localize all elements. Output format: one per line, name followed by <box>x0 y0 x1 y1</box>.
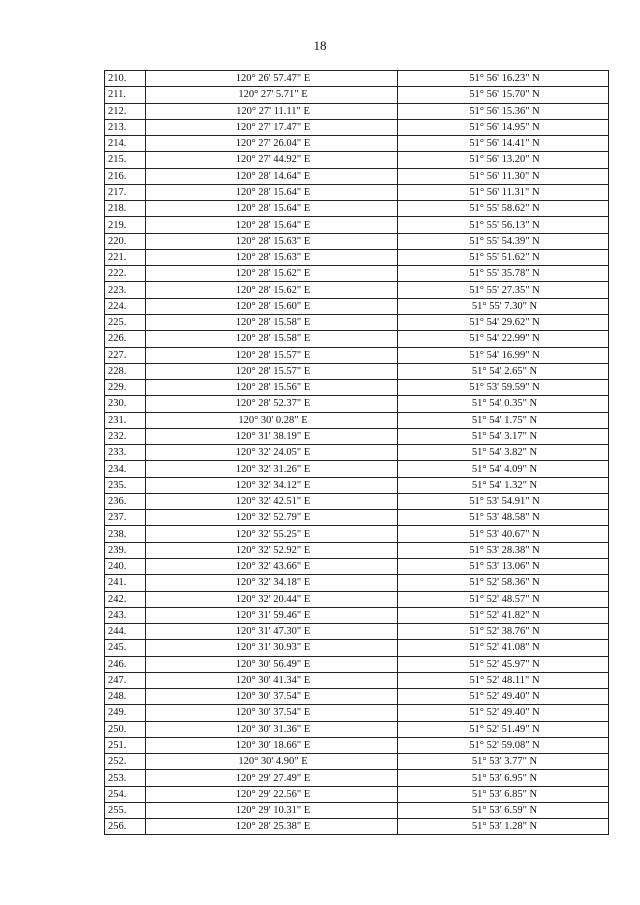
table-row <box>105 103 609 119</box>
latitude-cell: 51° 56' 16.23" N <box>398 71 609 87</box>
point-number-cell: 248. <box>105 689 146 705</box>
point-number-cell: 224. <box>105 298 146 314</box>
latitude-cell: 51° 52' 58.36" N <box>398 575 609 591</box>
longitude-cell: 120° 31' 47.30" E <box>146 624 398 640</box>
latitude-cell: 51° 54' 22.99" N <box>398 331 609 347</box>
longitude-cell: 120° 28' 15.64" E <box>146 184 398 200</box>
point-number-cell: 251. <box>105 737 146 753</box>
longitude-cell: 120° 32' 55.25" E <box>146 526 398 542</box>
table-row <box>105 689 609 705</box>
table-row <box>105 624 609 640</box>
table-row <box>105 705 609 721</box>
table-row <box>105 737 609 753</box>
point-number-cell: 220. <box>105 233 146 249</box>
point-number-cell: 210. <box>105 71 146 87</box>
latitude-cell: 51° 52' 49.40" N <box>398 689 609 705</box>
point-number-cell: 234. <box>105 461 146 477</box>
longitude-cell: 120° 30' 37.54" E <box>146 689 398 705</box>
table-row <box>105 282 609 298</box>
point-number-cell: 245. <box>105 640 146 656</box>
point-number-cell: 240. <box>105 558 146 574</box>
latitude-cell: 51° 52' 45.97" N <box>398 656 609 672</box>
table-row <box>105 152 609 168</box>
point-number-cell: 253. <box>105 770 146 786</box>
point-number-cell: 221. <box>105 249 146 265</box>
latitude-cell: 51° 55' 54.39" N <box>398 233 609 249</box>
latitude-cell: 51° 52' 48.57" N <box>398 591 609 607</box>
table-row <box>105 754 609 770</box>
table-row <box>105 363 609 379</box>
table-row <box>105 802 609 818</box>
latitude-cell: 51° 54' 1.32" N <box>398 477 609 493</box>
longitude-cell: 120° 27' 17.47" E <box>146 119 398 135</box>
latitude-cell: 51° 55' 27.35" N <box>398 282 609 298</box>
point-number-cell: 249. <box>105 705 146 721</box>
coordinates-table-body <box>105 71 609 835</box>
longitude-cell: 120° 31' 38.19" E <box>146 428 398 444</box>
longitude-cell: 120° 28' 14.64" E <box>146 168 398 184</box>
longitude-cell: 120° 28' 15.57" E <box>146 347 398 363</box>
table-row <box>105 607 609 623</box>
longitude-cell: 120° 28' 15.62" E <box>146 266 398 282</box>
table-row <box>105 184 609 200</box>
longitude-cell: 120° 28' 15.58" E <box>146 331 398 347</box>
point-number-cell: 229. <box>105 380 146 396</box>
table-row <box>105 233 609 249</box>
point-number-cell: 214. <box>105 136 146 152</box>
point-number-cell: 256. <box>105 819 146 835</box>
longitude-cell: 120° 28' 15.64" E <box>146 201 398 217</box>
table-row <box>105 770 609 786</box>
longitude-cell: 120° 28' 15.63" E <box>146 233 398 249</box>
table-row <box>105 542 609 558</box>
longitude-cell: 120° 30' 18.66" E <box>146 737 398 753</box>
point-number-cell: 246. <box>105 656 146 672</box>
point-number-cell: 250. <box>105 721 146 737</box>
point-number-cell: 227. <box>105 347 146 363</box>
point-number-cell: 254. <box>105 786 146 802</box>
longitude-cell: 120° 28' 15.63" E <box>146 249 398 265</box>
point-number-cell: 243. <box>105 607 146 623</box>
latitude-cell: 51° 54' 4.09" N <box>398 461 609 477</box>
point-number-cell: 242. <box>105 591 146 607</box>
longitude-cell: 120° 32' 34.12" E <box>146 477 398 493</box>
latitude-cell: 51° 56' 14.95" N <box>398 119 609 135</box>
latitude-cell: 51° 53' 28.38" N <box>398 542 609 558</box>
point-number-cell: 255. <box>105 802 146 818</box>
longitude-cell: 120° 28' 52.37" E <box>146 396 398 412</box>
table-row <box>105 445 609 461</box>
longitude-cell: 120° 31' 30.93" E <box>146 640 398 656</box>
longitude-cell: 120° 30' 4.90" E <box>146 754 398 770</box>
latitude-cell: 51° 55' 58.62" N <box>398 201 609 217</box>
longitude-cell: 120° 26' 57.47" E <box>146 71 398 87</box>
point-number-cell: 218. <box>105 201 146 217</box>
table-row <box>105 640 609 656</box>
point-number-cell: 228. <box>105 363 146 379</box>
point-number-cell: 216. <box>105 168 146 184</box>
latitude-cell: 51° 52' 38.76" N <box>398 624 609 640</box>
table-row <box>105 314 609 330</box>
latitude-cell: 51° 55' 56.13" N <box>398 217 609 233</box>
table-row <box>105 591 609 607</box>
point-number-cell: 219. <box>105 217 146 233</box>
latitude-cell: 51° 53' 40.67" N <box>398 526 609 542</box>
table-row <box>105 819 609 835</box>
longitude-cell: 120° 30' 37.54" E <box>146 705 398 721</box>
table-row <box>105 721 609 737</box>
table-row <box>105 380 609 396</box>
table-row <box>105 298 609 314</box>
longitude-cell: 120° 28' 15.62" E <box>146 282 398 298</box>
latitude-cell: 51° 56' 13.20" N <box>398 152 609 168</box>
table-row <box>105 136 609 152</box>
table-row <box>105 168 609 184</box>
longitude-cell: 120° 28' 15.57" E <box>146 363 398 379</box>
longitude-cell: 120° 30' 41.34" E <box>146 672 398 688</box>
point-number-cell: 252. <box>105 754 146 770</box>
latitude-cell: 51° 54' 3.82" N <box>398 445 609 461</box>
table-row <box>105 672 609 688</box>
table-row <box>105 249 609 265</box>
table-row <box>105 331 609 347</box>
table-row <box>105 575 609 591</box>
latitude-cell: 51° 53' 3.77" N <box>398 754 609 770</box>
latitude-cell: 51° 53' 1.28" N <box>398 819 609 835</box>
latitude-cell: 51° 53' 59.59" N <box>398 380 609 396</box>
longitude-cell: 120° 30' 31.36" E <box>146 721 398 737</box>
table-row <box>105 526 609 542</box>
latitude-cell: 51° 55' 7.30" N <box>398 298 609 314</box>
latitude-cell: 51° 54' 29.62" N <box>398 314 609 330</box>
latitude-cell: 51° 52' 49.40" N <box>398 705 609 721</box>
latitude-cell: 51° 53' 48.58" N <box>398 510 609 526</box>
longitude-cell: 120° 32' 43.66" E <box>146 558 398 574</box>
table-row <box>105 461 609 477</box>
table-row <box>105 656 609 672</box>
latitude-cell: 51° 53' 6.95" N <box>398 770 609 786</box>
point-number-cell: 217. <box>105 184 146 200</box>
point-number-cell: 247. <box>105 672 146 688</box>
point-number-cell: 212. <box>105 103 146 119</box>
table-row <box>105 87 609 103</box>
point-number-cell: 232. <box>105 428 146 444</box>
point-number-cell: 241. <box>105 575 146 591</box>
longitude-cell: 120° 31' 59.46" E <box>146 607 398 623</box>
longitude-cell: 120° 29' 22.56" E <box>146 786 398 802</box>
page-number: 18 <box>313 38 327 53</box>
point-number-cell: 222. <box>105 266 146 282</box>
longitude-cell: 120° 32' 24.05" E <box>146 445 398 461</box>
longitude-cell: 120° 32' 52.92" E <box>146 542 398 558</box>
table-row <box>105 477 609 493</box>
point-number-cell: 244. <box>105 624 146 640</box>
point-number-cell: 238. <box>105 526 146 542</box>
point-number-cell: 233. <box>105 445 146 461</box>
latitude-cell: 51° 56' 11.30" N <box>398 168 609 184</box>
point-number-cell: 225. <box>105 314 146 330</box>
latitude-cell: 51° 53' 6.85" N <box>398 786 609 802</box>
table-row <box>105 786 609 802</box>
longitude-cell: 120° 29' 27.49" E <box>146 770 398 786</box>
table-row <box>105 119 609 135</box>
longitude-cell: 120° 27' 44.92" E <box>146 152 398 168</box>
table-row <box>105 510 609 526</box>
table-row <box>105 396 609 412</box>
latitude-cell: 51° 56' 15.36" N <box>398 103 609 119</box>
longitude-cell: 120° 28' 15.58" E <box>146 314 398 330</box>
latitude-cell: 51° 53' 54.91" N <box>398 493 609 509</box>
longitude-cell: 120° 28' 15.60" E <box>146 298 398 314</box>
latitude-cell: 51° 54' 3.17" N <box>398 428 609 444</box>
point-number-cell: 236. <box>105 493 146 509</box>
point-number-cell: 211. <box>105 87 146 103</box>
latitude-cell: 51° 54' 1.75" N <box>398 412 609 428</box>
latitude-cell: 51° 52' 41.82" N <box>398 607 609 623</box>
coordinates-table <box>104 70 609 835</box>
longitude-cell: 120° 30' 0.28" E <box>146 412 398 428</box>
longitude-cell: 120° 32' 31.26" E <box>146 461 398 477</box>
point-number-cell: 226. <box>105 331 146 347</box>
latitude-cell: 51° 53' 6.59" N <box>398 802 609 818</box>
table-row <box>105 71 609 87</box>
point-number-cell: 239. <box>105 542 146 558</box>
longitude-cell: 120° 32' 42.51" E <box>146 493 398 509</box>
longitude-cell: 120° 28' 15.56" E <box>146 380 398 396</box>
table-row <box>105 558 609 574</box>
longitude-cell: 120° 30' 56.49" E <box>146 656 398 672</box>
point-number-cell: 230. <box>105 396 146 412</box>
longitude-cell: 120° 27' 11.11" E <box>146 103 398 119</box>
latitude-cell: 51° 52' 51.49" N <box>398 721 609 737</box>
latitude-cell: 51° 53' 13.06" N <box>398 558 609 574</box>
longitude-cell: 120° 29' 10.31" E <box>146 802 398 818</box>
latitude-cell: 51° 52' 59.08" N <box>398 737 609 753</box>
longitude-cell: 120° 27' 5.71" E <box>146 87 398 103</box>
table-row <box>105 266 609 282</box>
latitude-cell: 51° 54' 16.99" N <box>398 347 609 363</box>
longitude-cell: 120° 32' 20.44" E <box>146 591 398 607</box>
table-row <box>105 347 609 363</box>
table-row <box>105 412 609 428</box>
table-row <box>105 428 609 444</box>
longitude-cell: 120° 28' 25.38" E <box>146 819 398 835</box>
latitude-cell: 51° 56' 11.31" N <box>398 184 609 200</box>
latitude-cell: 51° 55' 51.62" N <box>398 249 609 265</box>
table-row <box>105 217 609 233</box>
latitude-cell: 51° 54' 2.65" N <box>398 363 609 379</box>
point-number-cell: 215. <box>105 152 146 168</box>
latitude-cell: 51° 56' 15.70" N <box>398 87 609 103</box>
latitude-cell: 51° 52' 41.08" N <box>398 640 609 656</box>
latitude-cell: 51° 52' 48.11" N <box>398 672 609 688</box>
point-number-cell: 223. <box>105 282 146 298</box>
point-number-cell: 231. <box>105 412 146 428</box>
latitude-cell: 51° 56' 14.41" N <box>398 136 609 152</box>
point-number-cell: 237. <box>105 510 146 526</box>
table-row <box>105 493 609 509</box>
table-row <box>105 201 609 217</box>
longitude-cell: 120° 27' 26.04" E <box>146 136 398 152</box>
longitude-cell: 120° 28' 15.64" E <box>146 217 398 233</box>
longitude-cell: 120° 32' 34.18" E <box>146 575 398 591</box>
latitude-cell: 51° 54' 0.35" N <box>398 396 609 412</box>
point-number-cell: 235. <box>105 477 146 493</box>
latitude-cell: 51° 55' 35.78" N <box>398 266 609 282</box>
point-number-cell: 213. <box>105 119 146 135</box>
longitude-cell: 120° 32' 52.79" E <box>146 510 398 526</box>
